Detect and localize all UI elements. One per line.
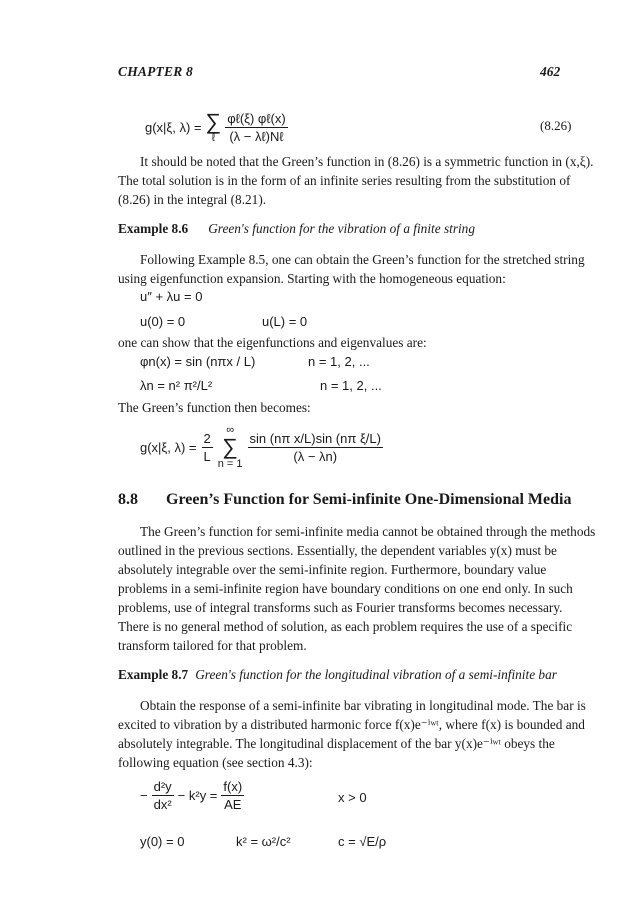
eq-bar-d2y-den: dx² [153, 796, 172, 812]
para1-line3: (8.26) in the integral (8.21). [118, 192, 267, 207]
eq-bar-rhs-num: f(x) [223, 778, 243, 794]
equation-eigenfunction-range: n = 1, 2, ... [308, 354, 370, 369]
equation-bc-left: u(0) = 0 [140, 314, 186, 329]
para5-line7: transform tailored for that problem. [118, 638, 307, 653]
equation-bar [140, 773, 244, 817]
eq-826-numerator: φℓ(ξ) φℓ(x) [227, 110, 286, 126]
eq-bar-rhs-den: AE [224, 796, 242, 812]
eq-green-coef-num: 2 [203, 430, 211, 446]
eq-826-sum-block [205, 108, 222, 144]
equation-number-8-26: (8.26) [540, 118, 572, 133]
eq-bar-rhs-fraction [221, 779, 244, 812]
para6-line1: Obtain the response of a semi-infinite bar vibrating in longitudinal mode. The bar is [140, 698, 586, 713]
equation-8-26 [145, 104, 288, 150]
para5-line4: problems in a semi-infinite region have boundary conditions on one end only. In such [118, 581, 573, 596]
equation-green-series [140, 420, 383, 474]
eq-826-fraction [225, 111, 288, 144]
eq-bar-lead: − [140, 787, 148, 803]
para1-line1: It should be noted that the Green’s function in (8.26) is a symmetric function in (x,ξ). [140, 154, 594, 169]
eq-green-sum-block [218, 424, 243, 470]
eq-826-denominator: (λ − λℓ)Nℓ [229, 128, 284, 144]
equation-homogeneous: u″ + λu = 0 [140, 289, 203, 304]
example-8-7-label: Example 8.7 [118, 667, 189, 682]
eq-green-lhs: g(x|ξ, λ) = [140, 439, 197, 455]
page-number: 462 [540, 64, 561, 79]
eq-green-numerator: sin (nπ x/L)sin (nπ ξ/L) [249, 430, 381, 446]
example-8-7-title: Green's function for the longitudinal vibration of a semi-infinite bar [195, 667, 557, 682]
para3: one can show that the eigenfunctions and eigenvalues are: [118, 335, 427, 350]
equation-bar-bc: y(0) = 0 [140, 834, 185, 849]
equation-wave-speed: c = √E/ρ [338, 834, 387, 849]
eq-green-fraction [248, 431, 383, 464]
eq-826-sum-sign: ∑ [205, 108, 222, 134]
para5-line5: problems, use of integral transforms such as Fourier transforms becomes necessary. [118, 600, 563, 615]
equation-wavenumber: k² = ω²/c² [236, 834, 291, 849]
example-8-6-title: Green's function for the vibration of a finite string [208, 221, 475, 236]
para4: The Green’s function then becomes: [118, 400, 311, 415]
eq-green-sum-sign: ∑ [222, 434, 238, 459]
eq-bar-mid: − k²y = [177, 787, 218, 803]
para5-line2: outlined in the previous sections. Essentially, the dependent variables y(x) must be [118, 543, 557, 558]
example-8-6-label: Example 8.6 [118, 221, 189, 236]
eq-green-coefficient [202, 431, 213, 464]
equation-eigenvalue: λn = n² π²/L² [140, 378, 213, 393]
equation-eigenfunction: φn(x) = sin (nπx / L) [140, 354, 256, 369]
para2-line1: Following Example 8.5, one can obtain the Green’s function for the stretched string [140, 252, 585, 267]
para2-line2: using eigenfunction expansion. Starting with the homogeneous equation: [118, 271, 506, 286]
para6-line2: excited to vibration by a distributed harmonic force f(x)e⁻ⁱʷᵗ, where f(x) is bounded and [118, 717, 585, 732]
example-8-6-heading [118, 220, 475, 238]
eq-green-denominator: (λ − λn) [293, 448, 338, 464]
eq-bar-d2y-fraction [152, 779, 174, 812]
example-8-7-heading [118, 666, 557, 684]
chapter-header: CHAPTER 8 [118, 64, 193, 79]
eq-826-sum-index: ℓ [211, 131, 216, 144]
para1-line2: The total solution is in the form of an infinite series resulting from the substitution of [118, 173, 571, 188]
eq-bar-d2y-num: d²y [153, 778, 172, 794]
para5-line1: The Green’s function for semi-infinite media cannot be obtained through the methods [140, 524, 596, 539]
equation-bar-range: x > 0 [338, 790, 367, 805]
para6-line3: absolutely integrable. The longitudinal displacement of the bar y(x)e⁻ⁱʷᵗ obeys the [118, 736, 555, 751]
section-title: Green’s Function for Semi-infinite One-Dimensional Media [166, 491, 572, 508]
eq-green-coef-den: L [203, 448, 211, 464]
eq-green-sum-bottom: n = 1 [217, 458, 243, 470]
eq-green-sum-top: ∞ [226, 424, 235, 436]
section-number: 8.8 [118, 491, 138, 508]
para6-line4: following equation (see section 4.3): [118, 755, 313, 770]
equation-bc-right: u(L) = 0 [262, 314, 308, 329]
equation-eigenvalue-range: n = 1, 2, ... [320, 378, 382, 393]
para5-line6: There is no general method of solution, as each problem requires the use of a specific [118, 619, 573, 634]
eq-826-lhs: g(x|ξ, λ) = [145, 119, 202, 135]
para5-line3: absolutely integrable over the semi-infinite region. Furthermore, boundary value [118, 562, 547, 577]
